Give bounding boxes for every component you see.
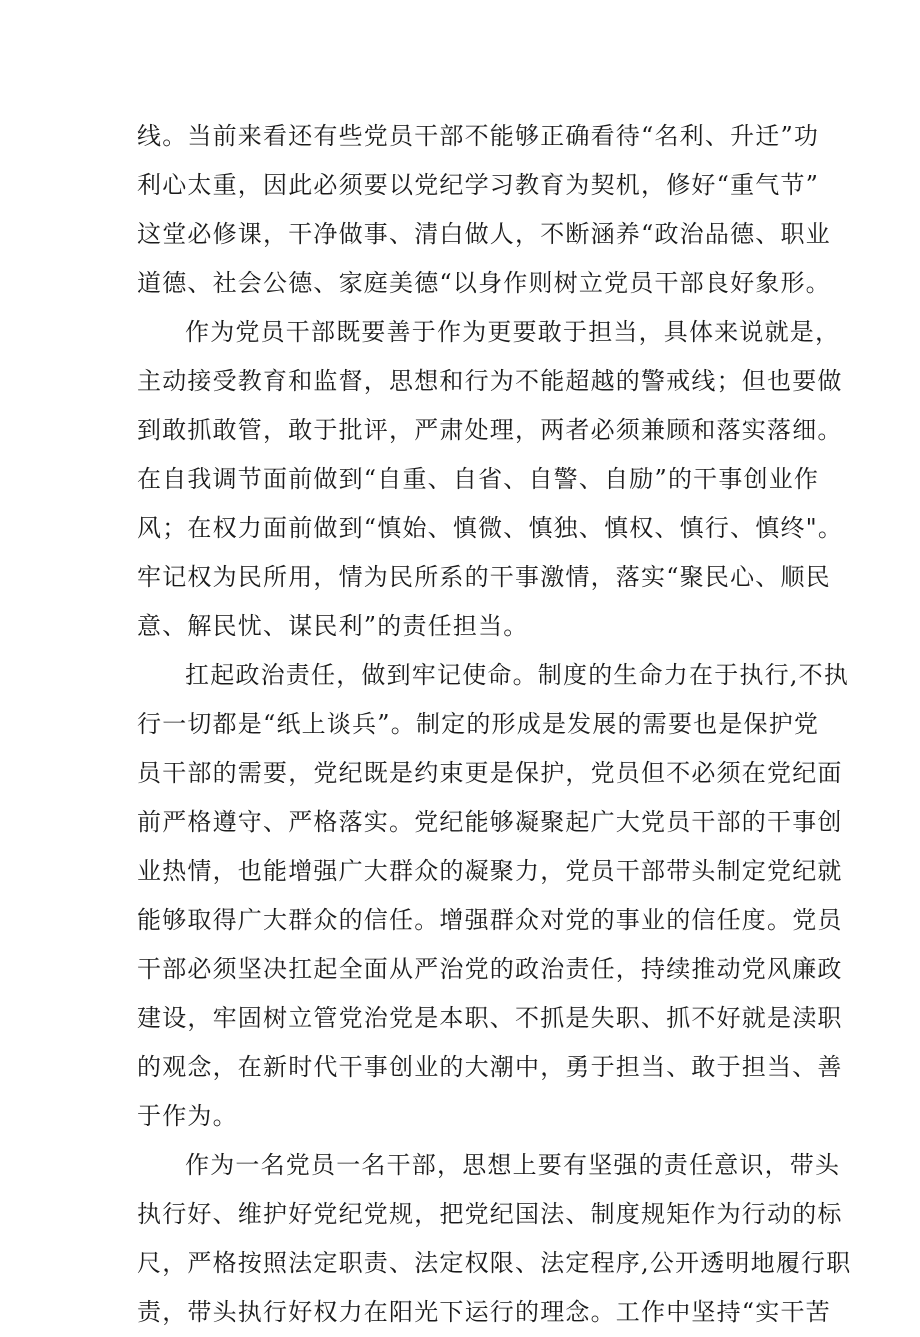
text-line: 于作为。 [137,1102,238,1130]
text-line: 执行好、维护好党纪党规，把党纪国法、制度规矩作为行动的标 [137,1200,843,1228]
text-line: 责，带头执行好权力在阳光下运行的理念。工作中坚持“实干苦 [137,1298,831,1326]
paragraph-first-line: 作为一名党员一名干部，思想上要有坚强的责任意识，带头 [185,1151,841,1179]
text-line: 风；在权力面前做到“慎始、慎微、慎独、慎权、慎行、慎终"。 [137,514,844,542]
text-line: 利心太重，因此必须要以党纪学习教育为契机，修好“重气节” [137,171,820,199]
body-text [137,112,852,1337]
text-line: 牢记权为民所用，情为民所系的干事激情，落实“聚民心、顺民 [137,563,831,591]
paragraph-first-line: 扛起政治责任，做到牢记使命。制度的生命力在于执行,不执 [185,661,850,689]
text-line: 干部必须坚决扛起全面从严治党的政治责任，持续推动党风廉政 [137,955,843,983]
text-line: 意、解民忧、谋民利”的责任担当。 [137,612,529,640]
text-line: 线。当前来看还有些党员干部不能够正确看待“名利、升迁”功 [137,122,820,150]
text-line: 到敢抓敢管，敢于批评，严肃处理，两者必须兼顾和落实落细。 [137,416,843,444]
text-line: 行一切都是“纸上谈兵”。制定的形成是发展的需要也是保护党 [137,710,820,738]
text-line: 建设，牢固树立管党治党是本职、不抓是失职、抓不好就是渎职 [137,1004,843,1032]
text-line: 尺，严格按照法定职责、法定权限、法定程序,公开透明地履行职 [137,1249,852,1277]
text-line: 的观念，在新时代干事创业的大潮中，勇于担当、敢于担当、善 [137,1053,843,1081]
text-line: 在自我调节面前做到“自重、自省、自警、自励”的干事创业作 [137,465,820,493]
text-line: 道德、社会公德、家庭美德“以身作则树立党员干部良好象形。 [137,269,831,297]
text-line: 这堂必修课，干净做事、清白做人，不断涵养“政治品德、职业 [137,220,831,248]
text-line: 能够取得广大群众的信任。增强群众对党的事业的信任度。党员 [137,906,843,934]
text-line: 业热情，也能增强广大群众的凝聚力，党员干部带头制定党纪就 [137,857,843,885]
text-line: 前严格遵守、严格落实。党纪能够凝聚起广大党员干部的干事创 [137,808,843,836]
paragraph-first-line: 作为党员干部既要善于作为更要敢于担当，具体来说就是， [185,318,841,346]
text-line: 员干部的需要，党纪既是约束更是保护，党员但不必须在党纪面 [137,759,843,787]
text-line: 主动接受教育和监督，思想和行为不能超越的警戒线；但也要做 [137,367,843,395]
